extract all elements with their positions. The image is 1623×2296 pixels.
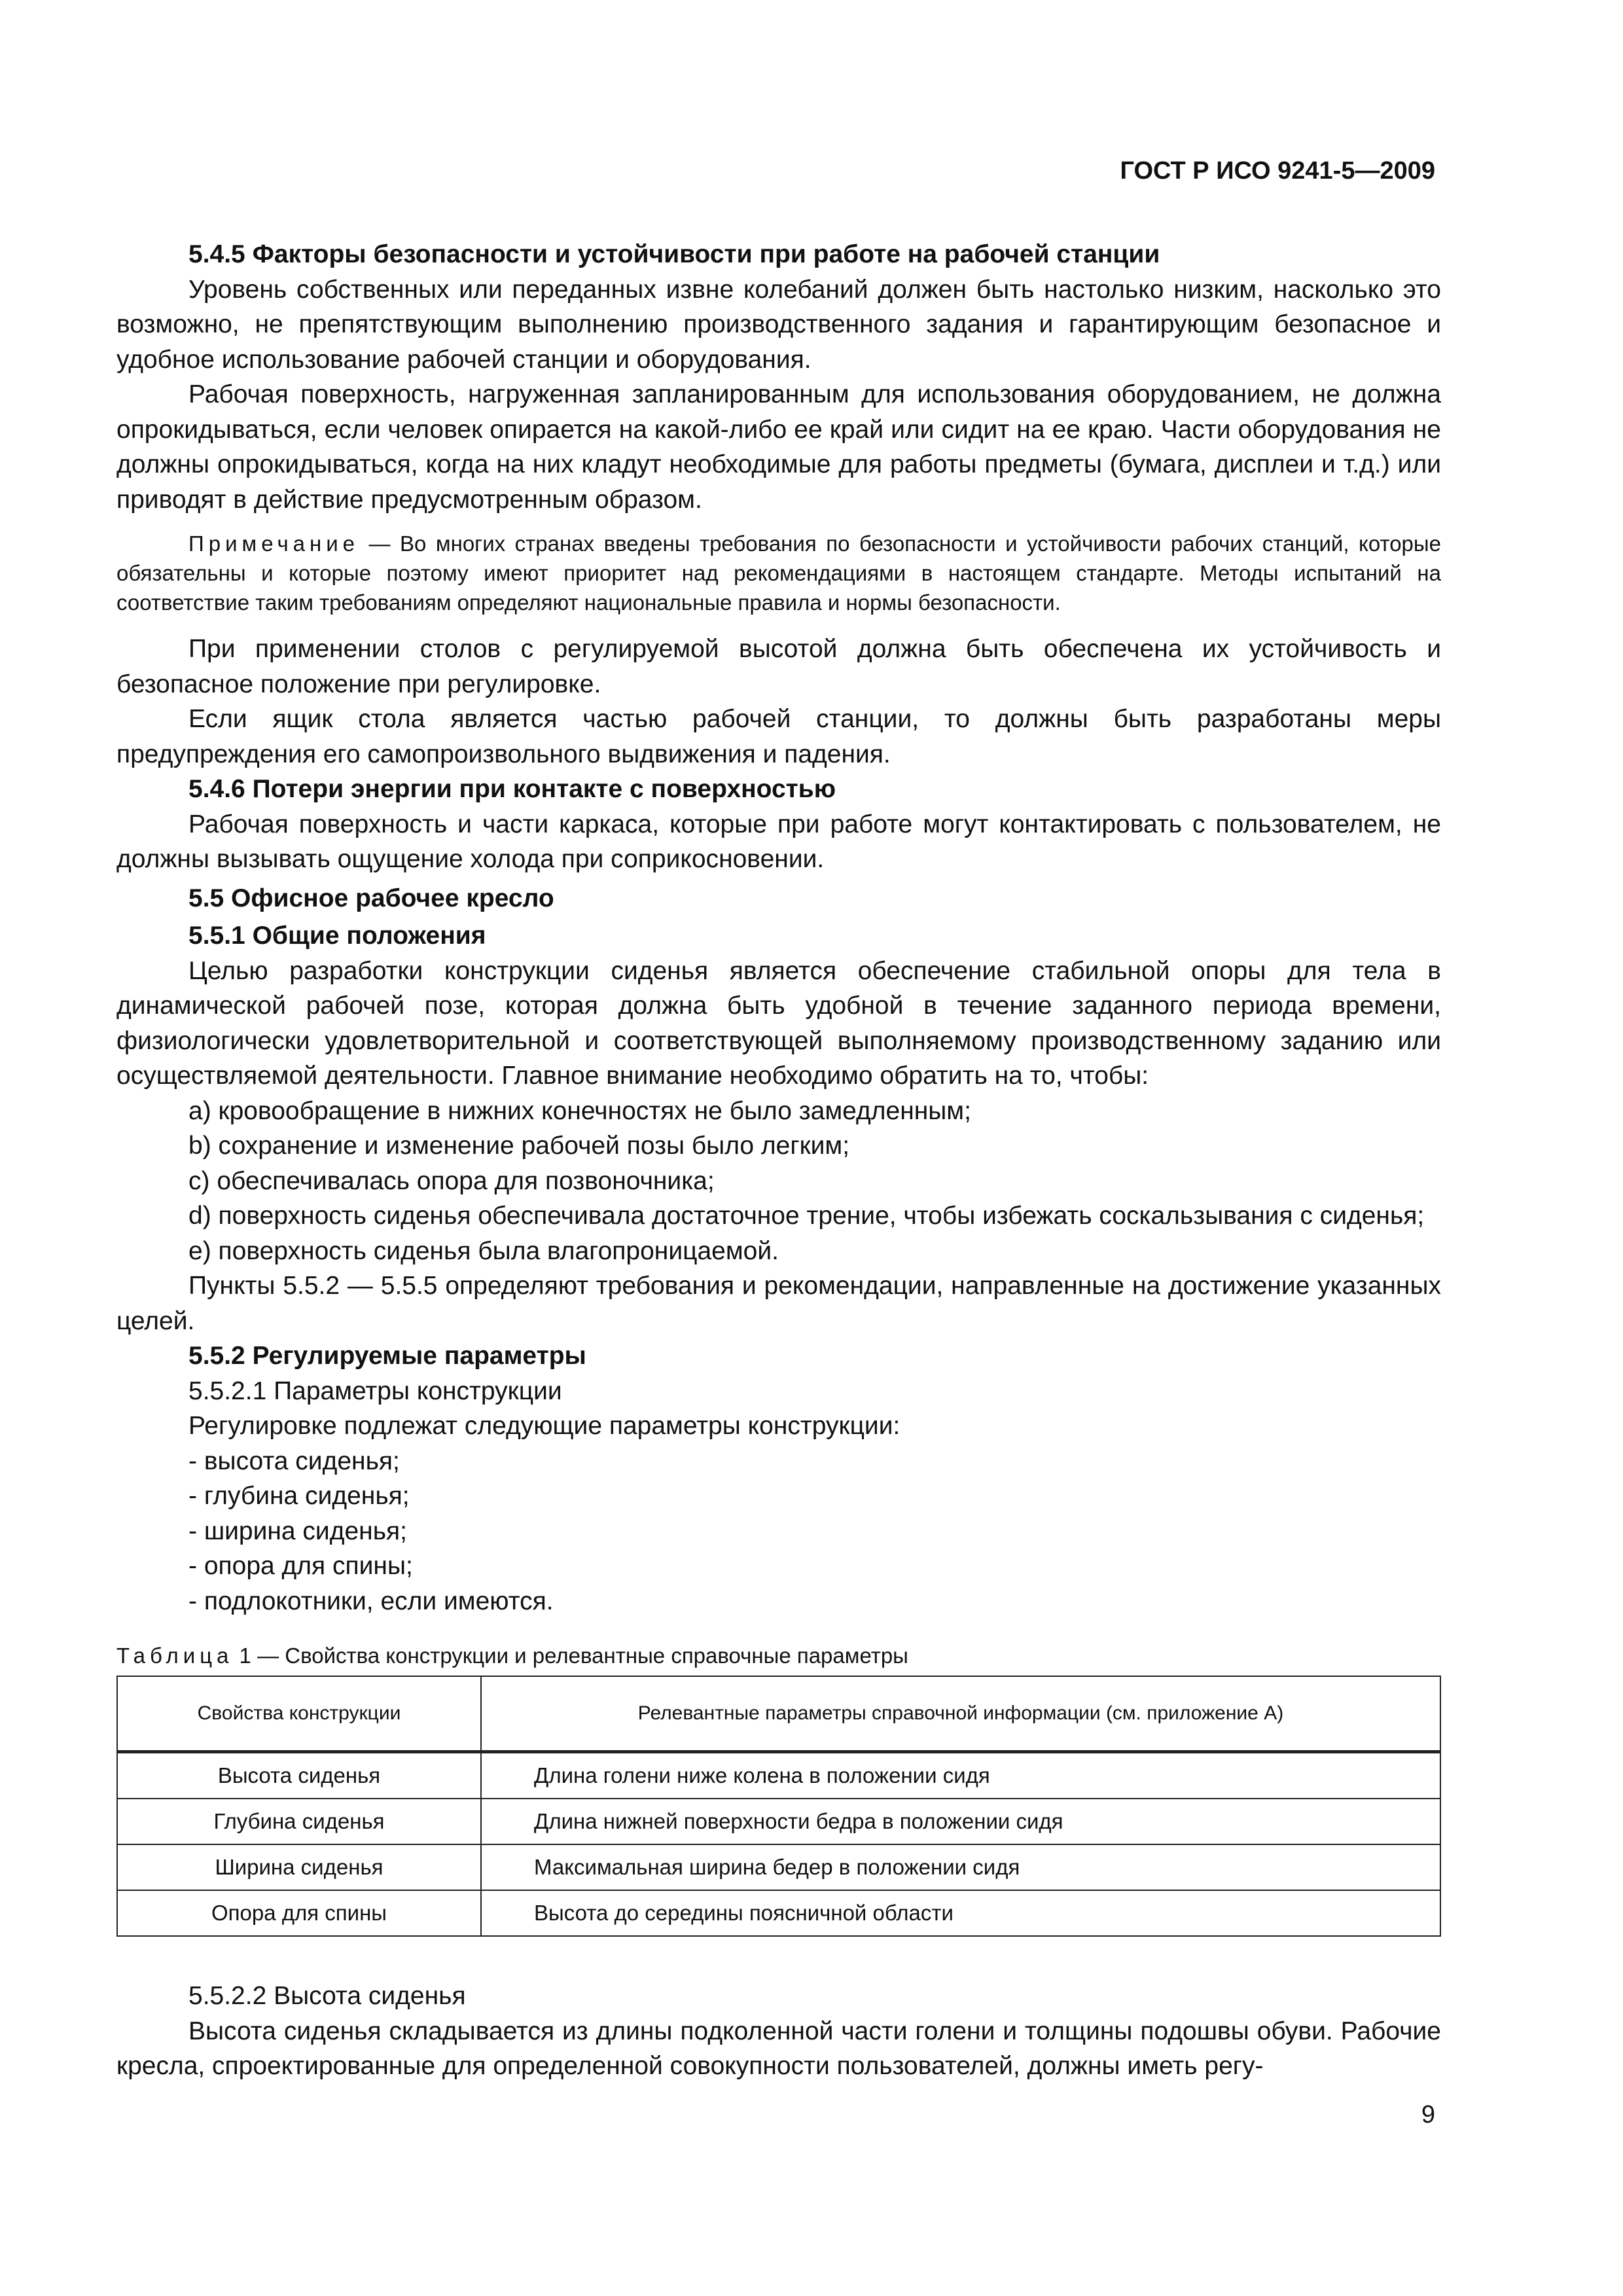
section-heading-5-5: 5.5 Офисное рабочее кресло: [188, 884, 554, 912]
paragraph: Если ящик стола является частью рабочей станции, то должны быть разработаны меры предупреждения его самопроизвольного выдвижения и падения.: [116, 705, 1441, 768]
list-item: a) кровообращение в нижних конечностях не было замедленным;: [188, 1096, 971, 1125]
note: [116, 529, 1441, 617]
list-item: e) поверхность сиденья была влагопроницаемой.: [188, 1236, 779, 1265]
table-row: [117, 1890, 1440, 1936]
table-cell: Высота сиденья: [117, 1752, 481, 1799]
list-item: - подлокотники, если имеются.: [188, 1587, 554, 1615]
standard-id: ГОСТ Р ИСО 9241-5—2009: [1120, 157, 1435, 185]
section-heading-5-4-6: 5.4.6 Потери энергии при контакте с поверхностью: [188, 775, 836, 803]
note-label: Примечание: [188, 531, 360, 556]
paragraph: Высота сиденья складывается из длины подколенной части голени и толщины подошвы обуви. Рабочие кресла, спроектированные для определенной совокупности пользователей, должны иметь регу-: [116, 2017, 1441, 2080]
column-header: Свойства конструкции: [117, 1676, 481, 1752]
table-cell: Глубина сиденья: [117, 1799, 481, 1844]
section-heading-5-5-2: 5.5.2 Регулируемые параметры: [188, 1342, 586, 1370]
table-caption-text: 1 — Свойства конструкции и релевантные справочные параметры: [233, 1643, 908, 1668]
list-item: - опора для спины;: [188, 1552, 413, 1580]
list-item: d) поверхность сиденья обеспечивала достаточное трение, чтобы избежать соскальзывания с сиденья;: [188, 1202, 1425, 1230]
table-row: [117, 1752, 1440, 1799]
table-row: [117, 1799, 1440, 1844]
section-heading-5-5-1: 5.5.1 Общие положения: [188, 922, 486, 950]
paragraph: Рабочая поверхность, нагруженная запланированным для использования оборудованием, не должна опрокидываться, если человек опирается на какой-либо ее край или сидит на ее краю. Части оборудования не должны опрокидываться, когда на них кладут необходимые для работы предметы (бумага, дисплеи и т.д.) или приводят в действие предусмотренным образом.: [116, 380, 1441, 514]
list-item: - ширина сиденья;: [188, 1516, 407, 1545]
list-item: b) сохранение и изменение рабочей позы было легким;: [188, 1132, 850, 1160]
page-number: 9: [1421, 2101, 1435, 2128]
subsection-heading-5-5-2-2: 5.5.2.2 Высота сиденья: [188, 1982, 466, 2010]
list-item: c) обеспечивалась опора для позвоночника;: [188, 1166, 715, 1195]
table-cell: Опора для спины: [117, 1890, 481, 1936]
table-row: [117, 1844, 1440, 1890]
list-item: - глубина сиденья;: [188, 1482, 410, 1510]
paragraph: Регулировке подлежат следующие параметры конструкции:: [188, 1412, 901, 1440]
subsection-heading-5-5-2-1: 5.5.2.1 Параметры конструкции: [188, 1376, 562, 1405]
table-cell: Ширина сиденья: [117, 1844, 481, 1890]
list-item: - высота сиденья;: [188, 1446, 400, 1475]
paragraph: Уровень собственных или переданных извне колебаний должен быть настолько низким, насколько это возможно, не препятствующим выполнению производственного задания и гарантирующим безопасное и удобное использование рабочей станции и оборудования.: [116, 275, 1441, 374]
column-header: Релевантные параметры справочной информации (см. приложение А): [481, 1676, 1440, 1752]
table-cell: Длина нижней поверхности бедра в положении сидя: [481, 1799, 1440, 1844]
document-body: [116, 237, 1441, 2084]
note-text: — Во многих странах введены требования по безопасности и устойчивости рабочих станций, которые обязательны и которые поэтому имеют приоритет над рекомендациями в настоящем стандарте. Методы испытаний на соответствие таким требованиям определяют национальные правила и нормы безопасности.: [116, 531, 1441, 615]
table-caption: [116, 1641, 1441, 1670]
table-cell: Длина голени ниже колена в положении сидя: [481, 1752, 1440, 1799]
paragraph: При применении столов с регулируемой высотой должна быть обеспечена их устойчивость и безопасное положение при регулировке.: [116, 635, 1441, 698]
table-header-row: [117, 1676, 1440, 1752]
paragraph: Пункты 5.5.2 — 5.5.5 определяют требования и рекомендации, направленные на достижение указанных целей.: [116, 1272, 1441, 1335]
paragraph: Рабочая поверхность и части каркаса, которые при работе могут контактировать с пользователем, не должны вызывать ощущение холода при соприкосновении.: [116, 810, 1441, 873]
table-cell: Высота до середины поясничной области: [481, 1890, 1440, 1936]
table-caption-label: Таблица: [116, 1643, 234, 1668]
properties-table: [116, 1676, 1441, 1937]
table-cell: Максимальная ширина бедер в положении сидя: [481, 1844, 1440, 1890]
section-heading-5-4-5: 5.4.5 Факторы безопасности и устойчивости при работе на рабочей станции: [188, 240, 1160, 268]
paragraph: Целью разработки конструкции сиденья является обеспечение стабильной опоры для тела в динамической рабочей позе, которая должна быть удобной в течение заданного периода времени, физиологически удовлетворительной и соответствующей выполняемому производственному заданию или осуществляемой деятельности. Главное внимание необходимо обратить на то, чтобы:: [116, 956, 1441, 1090]
